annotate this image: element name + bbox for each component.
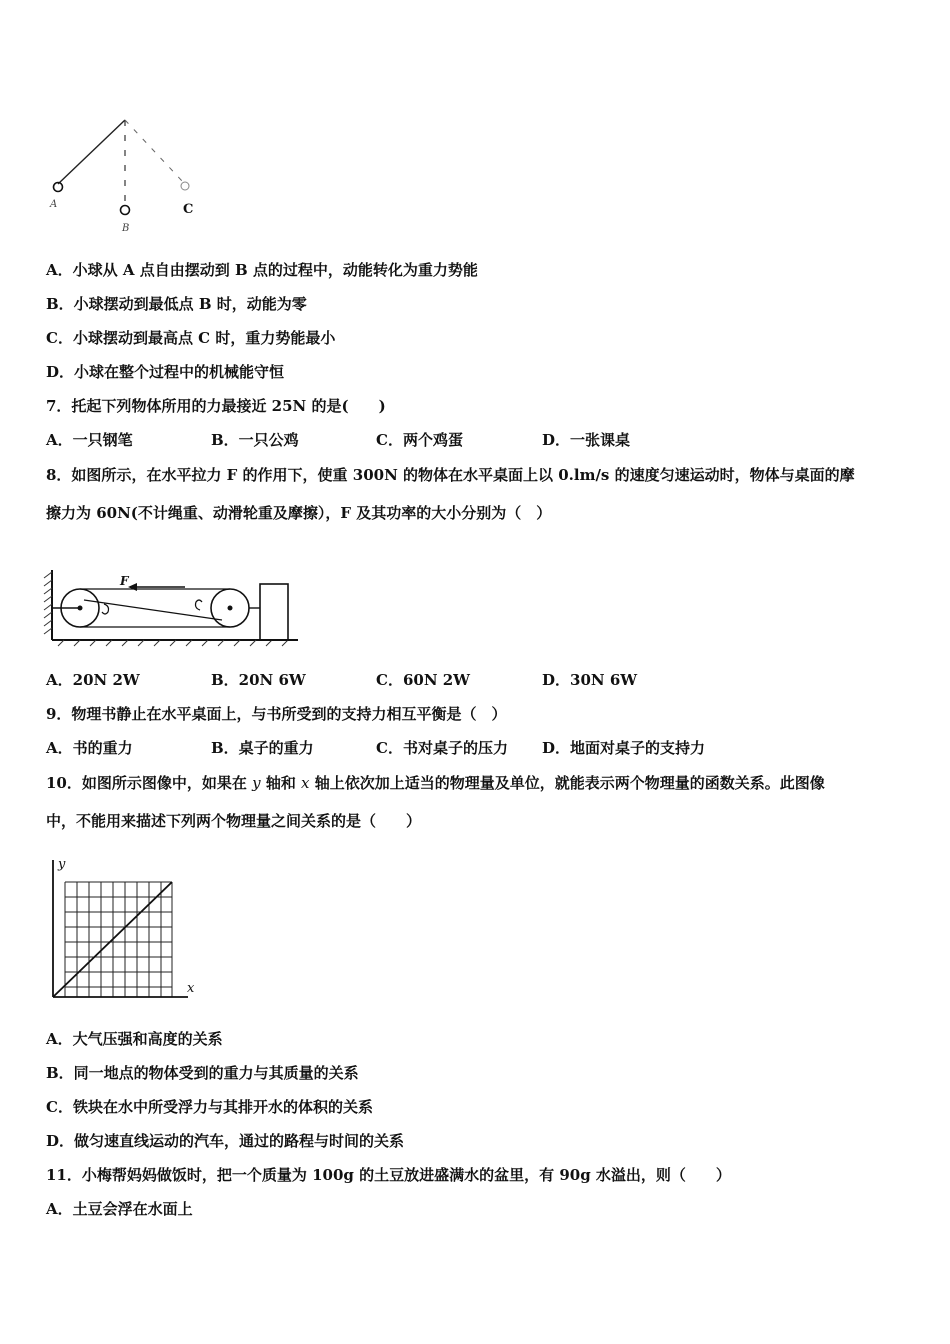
q9-option-c: C．书对桌子的压力 — [376, 739, 508, 757]
graph-label-x: x — [187, 981, 195, 996]
q8-option-b: B．20N 6W — [211, 671, 306, 689]
q6-option-a: A．小球从 A 点自由摆动到 B 点的过程中，动能转化为重力势能 — [46, 261, 478, 279]
q10-stem-line2: 中，不能用来描述下列两个物理量之间关系的是（ ） — [46, 812, 422, 830]
q11-stem: 11．小梅帮妈妈做饭时，把一个质量为 100g 的土豆放进盛满水的盆里，有 90g 水溢出，则（ ） — [46, 1166, 731, 1184]
q8-stem-line2: 擦力为 60N(不计绳重、动滑轮重及摩擦），F 及其功率的大小分别为（ ） — [46, 504, 552, 522]
q6-option-c: C．小球摆动到最高点 C 时，重力势能最小 — [46, 329, 336, 347]
q10-stem-var-y: y — [252, 774, 261, 792]
q10-stem-part-c: 轴上依次加上适当的物理量及单位，就能表示两个物理量的函数关系。此图像 — [309, 774, 825, 792]
q8-option-a: A．20N 2W — [46, 671, 140, 689]
q8-option-d: D．30N 6W — [542, 671, 638, 689]
pendulum-figure — [40, 110, 210, 235]
q10-stem-var-x: x — [301, 774, 310, 792]
q9-option-b: B．桌子的重力 — [211, 739, 314, 757]
q7-option-a: A．一只钢笔 — [46, 431, 133, 449]
q10-stem-part-a: 10．如图所示图像中，如果在 — [46, 774, 253, 792]
q7-option-d: D．一张课桌 — [542, 431, 631, 449]
q10-stem-line1 — [46, 773, 825, 793]
graph-label-y: y — [58, 857, 66, 872]
q8-option-c: C．60N 2W — [376, 671, 471, 689]
pendulum-label-b: B — [122, 223, 130, 234]
pendulum-label-a: A — [50, 199, 58, 210]
pulley-label-f: F — [120, 574, 129, 588]
q10-stem-part-b: 轴和 — [260, 774, 302, 792]
q9-option-d: D．地面对桌子的支持力 — [542, 739, 706, 757]
q9-option-a: A．书的重力 — [46, 739, 133, 757]
q9-stem: 9．物理书静止在水平桌面上，与书所受到的支持力相互平衡是（ ） — [46, 705, 507, 723]
q7-option-c: C．两个鸡蛋 — [376, 431, 463, 449]
q6-option-d: D．小球在整个过程中的机械能守恒 — [46, 363, 285, 381]
linear-graph-figure — [38, 852, 208, 1007]
q7-stem: 7．托起下列物体所用的力最接近 25N 的是( ) — [46, 397, 386, 415]
q7-option-b: B．一只公鸡 — [211, 431, 299, 449]
q6-option-b: B．小球摆动到最低点 B 时，动能为零 — [46, 295, 307, 313]
q8-stem-line1: 8．如图所示，在水平拉力 F 的作用下，使重 300N 的物体在水平桌面上以 0.lm/s 的速度匀速运动时，物体与桌面的摩 — [46, 466, 855, 484]
pendulum-label-c: C — [183, 202, 194, 217]
q10-option-d: D．做匀速直线运动的汽车，通过的路程与时间的关系 — [46, 1132, 405, 1150]
q10-option-c: C．铁块在水中所受浮力与其排开水的体积的关系 — [46, 1098, 373, 1116]
pulley-figure — [40, 538, 310, 653]
q10-option-a: A．大气压强和高度的关系 — [46, 1030, 223, 1048]
q11-option-a: A．土豆会浮在水面上 — [46, 1200, 193, 1218]
q10-option-b: B．同一地点的物体受到的重力与其质量的关系 — [46, 1064, 359, 1082]
